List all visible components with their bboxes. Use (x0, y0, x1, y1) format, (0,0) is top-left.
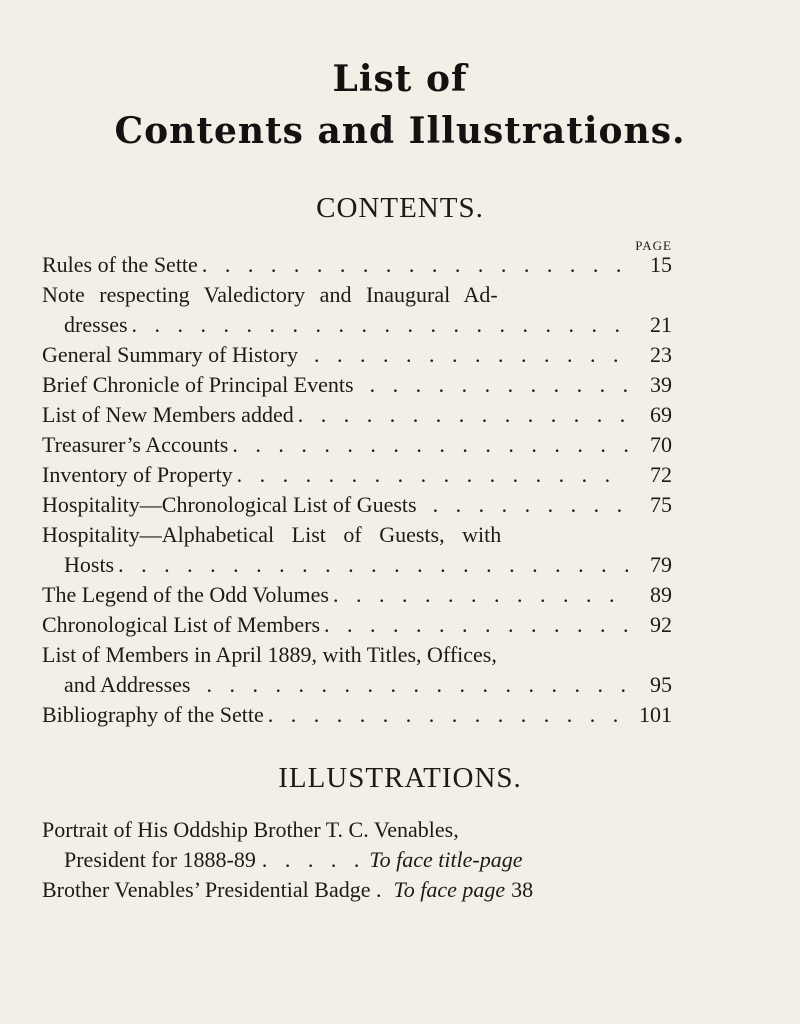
page-column-header: PAGE (635, 238, 672, 253)
illustration-entry-line (42, 815, 682, 845)
contents-entry (42, 670, 672, 700)
contents-entry-page: 79 (650, 552, 672, 577)
contents-entry (42, 700, 672, 730)
dot-leader (228, 430, 628, 460)
contents-entry (42, 340, 672, 370)
illustration-entry-label: Brother Venables’ Presidential Badge . (42, 877, 382, 902)
dot-leader (233, 460, 628, 490)
dot-leader (294, 400, 628, 430)
illustration-entry-label: Portrait of His Oddship Brother T. C. Venables, (42, 817, 459, 842)
contents-entry-page: 69 (650, 402, 672, 427)
illustrations-list (42, 815, 682, 905)
page-heading-line-1: List of (332, 58, 468, 100)
contents-entry-label-cont: and Addresses (64, 672, 191, 697)
contents-entry-label: Treasurer’s Accounts (42, 432, 229, 457)
contents-entry (42, 610, 672, 640)
dot-leader (198, 250, 628, 280)
dot-leader: . . . . . (261, 847, 366, 872)
contents-entry-page: 70 (650, 432, 672, 457)
contents-entry-label: Rules of the Sette (42, 252, 198, 277)
dot-leader (128, 310, 628, 340)
contents-entry-label: Hospitality—Alphabetical List of Guests, with (42, 522, 502, 547)
contents-entry-page: 39 (650, 372, 672, 397)
contents-entry-label: Chronological List of Members (42, 612, 321, 637)
dot-leader (417, 490, 628, 520)
contents-entry (42, 580, 672, 610)
contents-entry-page: 72 (650, 462, 672, 487)
contents-entry-label-cont: dresses (64, 312, 128, 337)
page-heading-line-2: Contents and Illustrations. (114, 110, 686, 152)
contents-entry-page: 15 (650, 252, 672, 277)
contents-entry (42, 550, 672, 580)
contents-entry-label: General Summary of History (42, 342, 298, 367)
contents-entry-page: 21 (650, 312, 672, 337)
contents-entry-label: Bibliography of the Sette (42, 702, 264, 727)
illustration-ref-page: 38 (511, 877, 534, 902)
contents-entry-line (42, 640, 672, 670)
illustrations-title: ILLUSTRATIONS. (278, 762, 522, 794)
contents-entry-label: Brief Chronicle of Principal Events (42, 372, 354, 397)
contents-entry-label: The Legend of the Odd Volumes (42, 582, 329, 607)
contents-entry-page: 23 (650, 342, 672, 367)
dot-leader (190, 670, 628, 700)
contents-entry-line (42, 520, 672, 550)
contents-entry (42, 430, 672, 460)
contents-entry-page: 92 (650, 612, 672, 637)
illustration-ref-prefix: To face page (393, 877, 506, 902)
contents-entry (42, 310, 672, 340)
contents-entry-label: Hospitality—Chronological List of Guests (42, 492, 417, 517)
dot-leader (329, 580, 628, 610)
contents-entry-label-cont: Hosts (64, 552, 115, 577)
illustration-entry-label-cont: President for 1888-89 (64, 847, 256, 872)
contents-entry-label: Note respecting Valedictory and Inaugural Ad- (42, 282, 498, 307)
contents-entry-label: List of New Members added (42, 402, 294, 427)
illustration-entry (42, 875, 682, 905)
contents-entry-label: List of Members in April 1889, with Titles, Offices, (42, 642, 497, 667)
contents-entry-page: 89 (650, 582, 672, 607)
contents-list (42, 250, 672, 730)
contents-entry-line (42, 280, 672, 310)
contents-entry (42, 370, 672, 400)
illustration-entry-ref (394, 875, 506, 905)
contents-entry-page: 95 (650, 672, 672, 697)
contents-entry (42, 400, 672, 430)
contents-entry-page: 75 (650, 492, 672, 517)
dot-leader (320, 610, 628, 640)
dot-leader (114, 550, 628, 580)
contents-entry (42, 460, 672, 490)
illustration-entry-ref: To face title-page (369, 847, 523, 872)
dot-leader (354, 370, 628, 400)
contents-title: CONTENTS. (316, 192, 484, 224)
contents-entry-page: 101 (639, 702, 672, 727)
dot-leader (264, 700, 628, 730)
illustration-entry (42, 845, 682, 875)
contents-entry (42, 490, 672, 520)
contents-entry-label: Inventory of Property (42, 462, 233, 487)
contents-entry (42, 250, 672, 280)
dot-leader (298, 340, 628, 370)
